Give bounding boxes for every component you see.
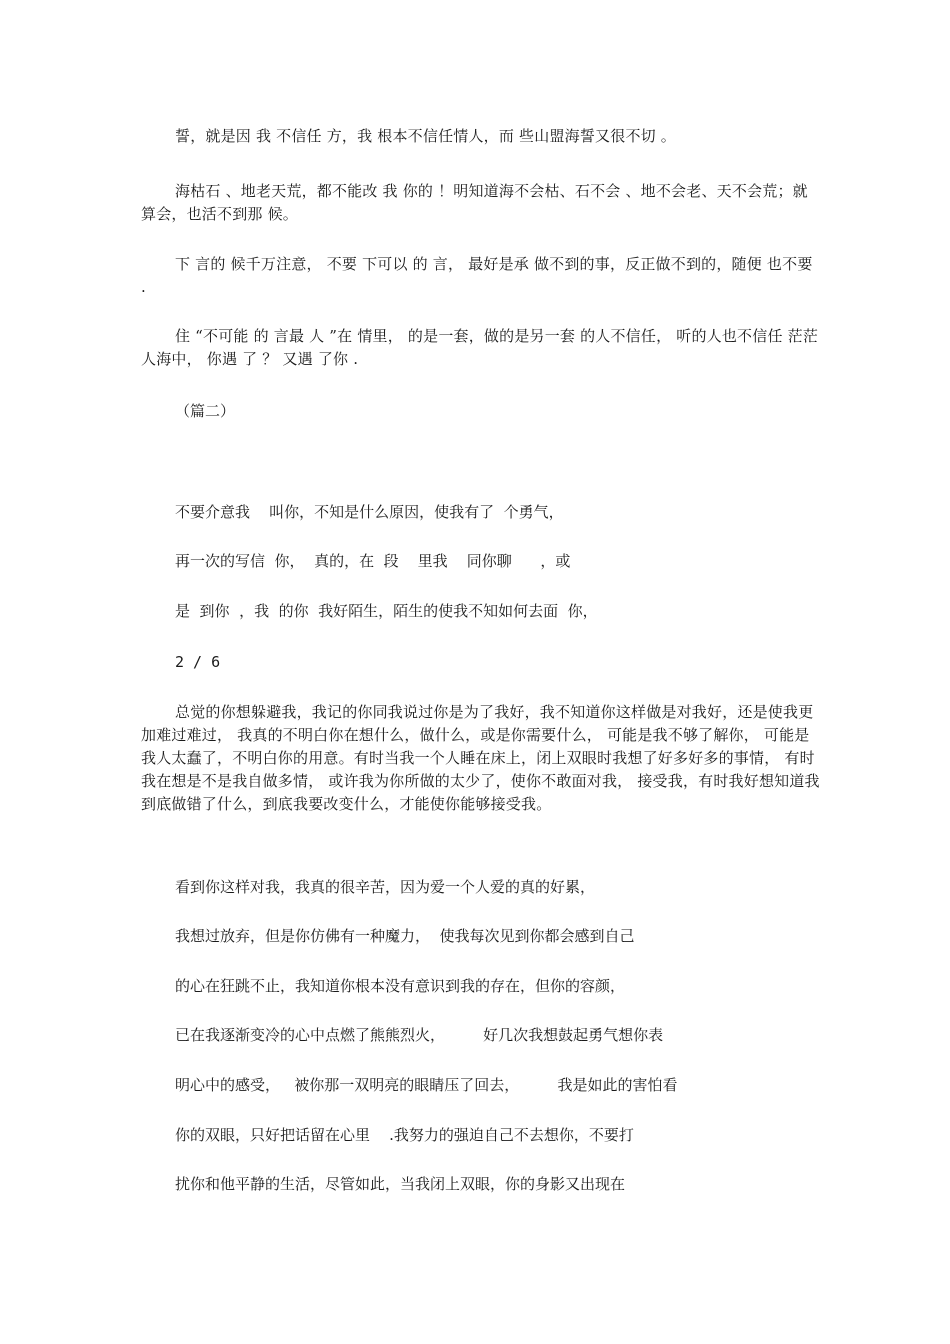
text-line: 已在我逐渐变冷的心中点燃了熊熊烈火， 好几次我想鼓起勇气想你表 (175, 1026, 664, 1044)
text-line: 扰你和他平静的生活，尽管如此，当我闭上双眼，你的身影又出现在 (175, 1175, 626, 1193)
text-line: 再一次的写信 你， 真的，在 段 里我 同你聊 ，或 (175, 552, 571, 570)
paragraph: 誓，就是因 我 不信任 方，我 根本不信任情人，而 些山盟海誓又很不切 。 (175, 127, 677, 145)
paragraph: 住 “不可能 的 言最 人 ”在 情里， 的是一套，做的是另一套 的人不信任， 听的人也不信任 茫茫人海中， 你遇 了 ？ 又遇 了你 . (141, 327, 819, 368)
text-line: 看到你这样对我，我真的很辛苦，因为爱一个人爱的真的好累， (175, 878, 596, 896)
text-line: 是 到你 ，我 的你 我好陌生，陌生的使我不知如何去面 你， (175, 602, 598, 620)
text-line: 不要介意我 叫你，不知是什么原因，使我有了 个勇气， (175, 503, 564, 521)
text-line: 明心中的感受， 被你那一双明亮的眼睛压了回去， 我是如此的害怕看 (175, 1076, 678, 1094)
text-line: 的心在狂跳不止，我知道你根本没有意识到我的存在，但你的容颜， (175, 977, 626, 995)
text-line: 我想过放弃，但是你仿佛有一种魔力， 使我每次见到你都会感到自己 (175, 927, 635, 945)
section-heading: （篇二） (175, 402, 236, 420)
paragraph: 总觉的你想躲避我，我记的你同我说过你是为了我好，我不知道你这样做是对我好，还是使我更加难过难过， 我真的不明白你在想什么，做什么，或是你需要什么， 可能是我不够了解你， 可能是我人太蠢了，不明白你的用意。有时当我一个人睡在床上，闭上双眼时我想了好多好多的事情， 有时我在想是不是我自做多情， 或许我为你所做的太少了，使你不敢面对我， 接受我，有时我好想知道我到底做错了什么，到底我要改变什么，才能使你能够接受我。 (141, 703, 820, 813)
paragraph: 海枯石 、地老天荒，都不能改 我 你的 ！明知道海不会枯、石不会 、地不会老、天不会荒；就算会，也活不到那 候。 (141, 182, 808, 223)
paragraph: 下 言的 候千万注意， 不要 下可以 的 言， 最好是承 做不到的事，反正做不到的，随便 也不要 . (141, 255, 813, 296)
page-number: 2 / 6 (175, 653, 221, 671)
text-line: 你的双眼，只好把话留在心里 .我努力的强迫自己不去想你，不要打 (175, 1126, 634, 1144)
